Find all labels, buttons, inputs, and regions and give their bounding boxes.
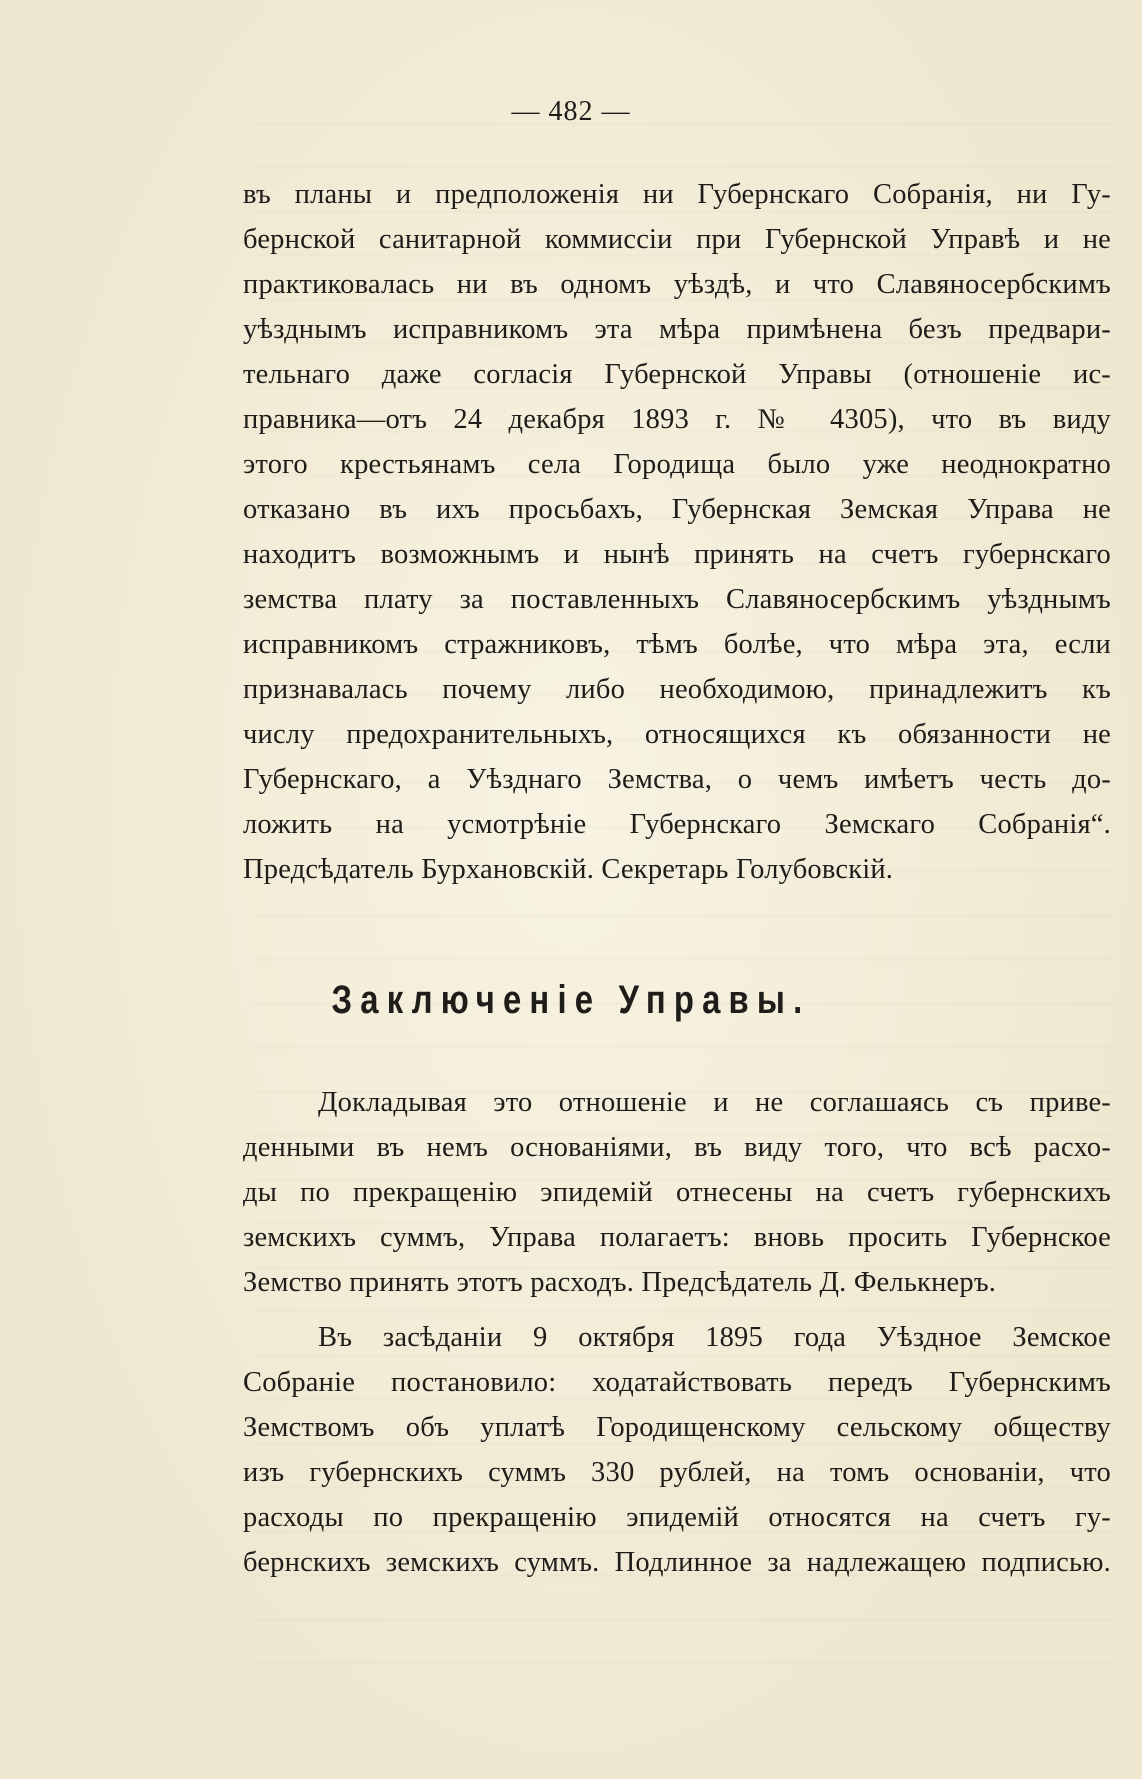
page-number: — 482 — (511, 96, 631, 127)
section-heading: Заключеніе Управы. (331, 978, 811, 1022)
text-line: Предсѣдатель Бурхановскій. Секретарь Голубовскій. (243, 854, 894, 885)
text-line: практиковалась ни въ одномъ уѣздѣ, и что Славяносербскимъ (243, 269, 1111, 300)
text-line: Земство принять этотъ расходъ. Предсѣдатель Д. Фелькнеръ. (243, 1267, 997, 1298)
text-line: числу предохранительныхъ, относящихся къ обязанности не (243, 719, 1111, 750)
text-line: въ планы и предположенія ни Губернскаго Собранія, ни Гу- (243, 179, 1111, 210)
text-line: расходы по прекращенію эпидемій относятся на счетъ гу- (243, 1502, 1111, 1533)
text-line: Докладывая это отношеніе и не соглашаясь съ приве- (318, 1087, 1111, 1118)
text-line: признавалась почему либо необходимою, принадлежитъ къ (243, 674, 1111, 705)
text-line: изъ губернскихъ суммъ 330 рублей, на томъ основаніи, что (243, 1457, 1111, 1488)
text-line: ложить на усмотрѣніе Губернскаго Земскаго Собранія“. (243, 809, 1111, 840)
text-line: Губернскаго, а Уѣзднаго Земства, о чемъ имѣетъ честь до- (243, 764, 1111, 795)
text-line: бернскихъ земскихъ суммъ. Подлинное за надлежащею подписью. (243, 1547, 1111, 1578)
text-line: Въ засѣданіи 9 октября 1895 года Уѣздное Земское (318, 1322, 1111, 1353)
text-line: денными въ немъ основаніями, въ виду того, что всѣ расхо- (243, 1132, 1111, 1163)
text-line: тельнаго даже согласія Губернской Управы (отношеніе ис- (243, 359, 1111, 390)
text-line: уѣзднымъ исправникомъ эта мѣра примѣнена безъ предвари- (243, 314, 1111, 345)
text-line: этого крестьянамъ села Городища было уже неоднократно (243, 449, 1111, 480)
text-line: исправникомъ стражниковъ, тѣмъ болѣе, что мѣра эта, если (243, 629, 1111, 660)
text-line: ды по прекращенію эпидемій отнесены на счетъ губернскихъ (243, 1177, 1111, 1208)
text-line: бернской санитарной коммиссіи при Губернской Управѣ и не (243, 224, 1111, 255)
text-line: отказано въ ихъ просьбахъ, Губернская Земская Управа не (243, 494, 1111, 525)
text-line: земскихъ суммъ, Управа полагаетъ: вновь просить Губернское (243, 1222, 1111, 1253)
text-line: Земствомъ объ уплатѣ Городищенскому сельскому обществу (243, 1412, 1111, 1443)
text-line: Собраніе постановило: ходатайствовать передъ Губернскимъ (243, 1367, 1111, 1398)
text-line: находитъ возможнымъ и нынѣ принять на счетъ губернскаго (243, 539, 1111, 570)
text-line: правника—отъ 24 декабря 1893 г. № 4305), что въ виду (243, 404, 1111, 435)
text-line: земства плату за поставленныхъ Славяносербскимъ уѣзднымъ (243, 584, 1111, 615)
